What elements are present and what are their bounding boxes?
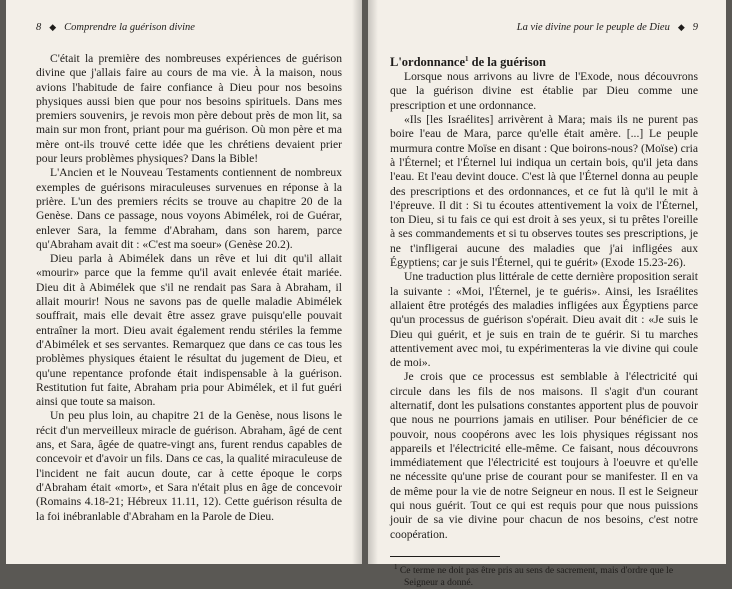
header-separator-icon: ◆ (677, 22, 685, 32)
left-paragraph-4: Un peu plus loin, au chapitre 21 de la Genèse, nous lisons le récit d'un merveilleux miracle de guérison. Abraham, âgé de cent ans, et Sara, âgée de quatre-vingt ans, furent rendus capables de concevoir et d'avoir un fils. Dans ce cas, la qualité miraculeuse de l'incident ne fait aucun doute, car à cette époque le corps d'Abraham était «mort», et Sara n'était plus en âge de concevoir (Romains 4.18-21; Hébreux 11.11, 12). Cette guérison résulta de la foi inébranlable d'Abraham en la Parole de Dieu. (36, 409, 342, 523)
right-page (368, 0, 726, 589)
left-gutter-shadow (352, 0, 362, 564)
left-running-head-title: Comprendre la guérison divine (64, 22, 195, 33)
left-paragraph-3: Dieu parla à Abimélek dans un rêve et lui dit qu'il allait «mourir» parce que la femme qu'il avait enlevée était mariée. Dieu dit à Abimélek que s'il ne rendait pas Sara à Abraham, il allait mourir! Nous ne savons pas de quelle maladie Abimélek souffrait, mais elle devait être assez grave puisqu'elle pouvait entraîner la mort. Dieu avait également rendu stériles la femme d'Abimélek et ses servantes. Remarquez que dans ce cas tous les problèmes physiques étaient le résultat du jugement de Dieu, et qu'une repentance profonde était indispensable à la guérison. Restitution fut faite, Abraham pria pour Abimélek, et il fut guéri ainsi que toute sa maison. (36, 252, 342, 409)
section-title: L'ordonnance (390, 55, 466, 70)
right-paragraph-3: Une traduction plus littérale de cette dernière proposition serait la suivante : «Moi, l'Éternel, je te guéris». Ainsi, les Israélites allaient être protégés des maladies infligées aux Égyptiens parce qu'un processus de guérison s'opérait. Dieu avait dit : «Je suis le Dieu qui guérit, et je suis en train de te guérir. Si tu marches attentivement avec moi, tu expérimenteras la vie divine qui coule de moi». (390, 270, 698, 370)
footnote-number: 1 (394, 562, 398, 571)
left-running-header (36, 22, 342, 36)
right-paragraph-1: Lorsque nous arrivons au livre de l'Exode, nous découvrons que la guérison divine est établie par Dieu comme une prescription et une ordonnance. (390, 70, 698, 112)
left-page-number: 8 (36, 22, 42, 33)
right-paragraph-4: Je crois que ce processus est semblable à l'électricité qui circule dans les fils de nos maisons. Il s'agit d'un courant alternatif, dont les pulsations constantes apportent plus de pouvoir que nous ne pourrions jamais en utiliser. Pour bénéficier de ce pouvoir, nous coopérons avec les lois physiques régissant nos appareils et l'électricité elle-même. Ce faisant, nous découvrons immédiatement que l'électricité est toujours à l'oeuvre et qu'elle ne nécessite qu'une prise de courant pour se manifester. Il en va de même pour la vie de notre Seigneur en nous. Il est le Seigneur qui nous guérit. Tout ce qui est requis pour que nous puissions jouir de sa vie divine pour chacun de nos besoins, c'est notre coopération. (390, 370, 698, 541)
section-heading (390, 52, 698, 70)
header-separator-icon: ◆ (49, 22, 57, 32)
right-paragraph-2: «Ils [les Israélites] arrivèrent à Mara; mais ils ne purent pas boire l'eau de Mara, parce qu'elle était amère. [...] Le peuple murmura contre Moïse en disant : Que boirons-nous? (Moïse) cria à l'Éternel; et l'Éternel lui indiqua un certain bois, qu'il jeta dans l'eau. Et l'eau devint douce. C'est là que l'Éternel donna au peuple des prescriptions et des ordonnances, et ce fut là qu'il le mit à l'épreuve. Il dit : Si tu écoutes attentivement la voix de l'Éternel, ton Dieu, si tu fais ce qui est droit à ses yeux, si tu prêtes l'oreille à ses commandements et si tu observes toutes ses prescriptions, je ne t'infligerai aucune des maladies que j'ai infligées aux Égyptiens; car je suis l'Éternel, qui te guérit» (Exode 15.23-26). (390, 113, 698, 270)
right-running-head-title: La vie divine pour le peuple de Dieu (516, 22, 670, 33)
footnote-marker: 1 (465, 55, 469, 63)
left-paragraph-2: L'Ancien et le Nouveau Testaments contiennent de nombreux exemples de guérisons miraculeuses survenues en réponse à la prière. L'un des premiers récits se trouve au chapitre 20 de la Genèse. Dans ce passage, nous voyons Abimélek, roi de Guérar, enlever Sara, la femme d'Abraham, dans son harem, parce qu'Abraham avait dit : «C'est ma soeur» (Genèse 20.2). (36, 166, 342, 251)
right-page-number: 9 (692, 22, 698, 33)
section-title-suffix: de la guérison (468, 55, 546, 70)
right-gutter-shadow (368, 0, 378, 564)
left-paragraph-1: C'était la première des nombreuses expériences de guérison divine que j'allais faire au cours de ma vie. À la maison, nous avions l'habitude de faire confiance à Dieu pour nos besoins physiques aussi bien que pour nos besoins spirituels. Dans mes premiers souvenirs, je revois mon père debout près de mon lit, sa main sur mon front, priant pour ma guérison. Où mon père et ma mère ont-ils trouvé cette idée que les chrétiens devaient prier pour leurs problèmes physiques? Dans la Bible! (36, 52, 342, 166)
left-page (6, 0, 362, 564)
right-page-body (390, 52, 698, 589)
footnote-text: Ce terme ne doit pas être pris au sens de sacrement, mais d'ordre que le Seigneur a donné. (397, 565, 674, 589)
footnote-divider (390, 556, 500, 557)
right-running-header (390, 22, 698, 36)
left-page-body (36, 52, 342, 524)
footnote (390, 561, 698, 589)
